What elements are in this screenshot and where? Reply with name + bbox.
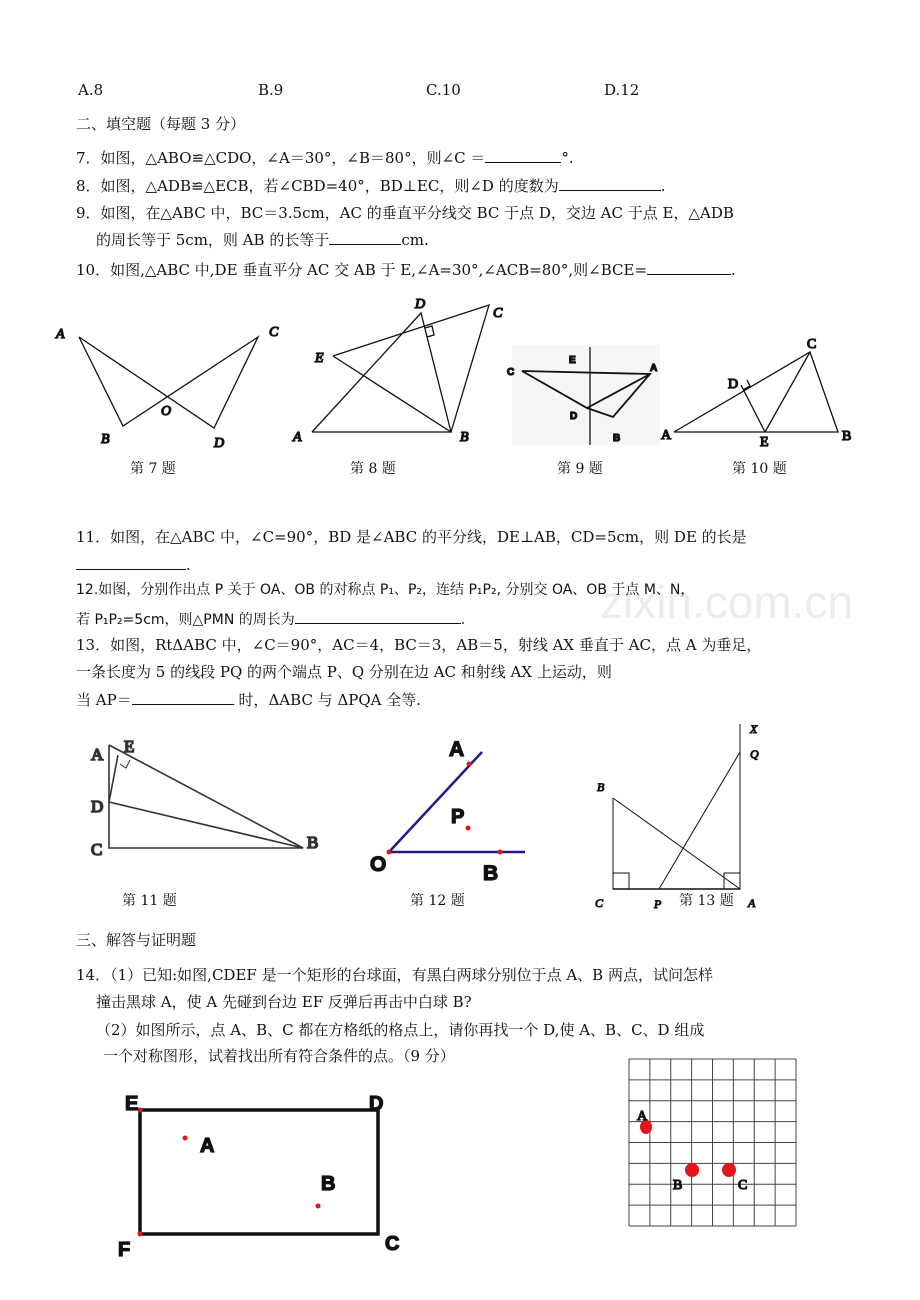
caption-fig12: 第 12 题: [410, 893, 465, 909]
fig10-label-c: C: [807, 337, 817, 352]
ball-b: [316, 1204, 321, 1209]
fig11-line-db: [109, 802, 303, 848]
fig10-label-b: B: [842, 429, 852, 444]
caption-fig11: 第 11 题: [122, 893, 177, 909]
fig7-label-a: A: [56, 327, 65, 342]
fig11-label-e: E: [124, 737, 135, 756]
fig12-label-o: O: [370, 853, 387, 876]
figure-14-billiard-table: [118, 1093, 399, 1261]
question-14-line4: 一个对称图形，试着找出所有符合条件的点。（9 分）: [103, 1047, 455, 1065]
fig11-triangle: [109, 745, 303, 848]
fig13-label-p: P: [654, 897, 662, 911]
q8-suffix: .: [660, 177, 666, 195]
fig10-label-d: D: [728, 377, 739, 392]
choice-b: B.9: [258, 81, 284, 99]
question-13-line2: 一条长度为 5 的线段 PQ 的两个端点 P、Q 分别在边 AC 和射线 AX 上运动，则: [76, 663, 612, 681]
q10-suffix: .: [731, 261, 736, 279]
fig10-label-a: A: [661, 428, 672, 443]
fig12-point-o: [387, 850, 392, 855]
fig11-right-angle-mark: [120, 760, 130, 768]
fig9-label-c: C: [507, 367, 515, 378]
table-rectangle: [140, 1110, 378, 1234]
fig8-label-b: B: [460, 430, 469, 445]
grid-label-b: B: [673, 1178, 683, 1193]
fig11-line-de: [109, 755, 118, 802]
question-13-line1: 13．如图，RtΔABC 中，∠C＝90°，AC＝4，BC＝3，AB＝5，射线 AX 垂直于 AC，点 A 为垂足，: [76, 636, 762, 654]
fig14-label-b: B: [321, 1173, 336, 1195]
fig14-label-f: F: [118, 1239, 131, 1261]
fig9-label-b: B: [613, 433, 621, 444]
corner-f-point: [138, 1232, 143, 1237]
fig14-label-d: D: [369, 1093, 384, 1115]
question-11-line1: 11．如图，在△ABC 中，∠C=90°，BD 是∠ABC 的平分线，DE⊥AB，CD=5cm，则 DE 的长是: [76, 528, 747, 546]
fig11-label-c: C: [91, 840, 103, 859]
question-14-line2: 撞击黑球 A，使 A 先碰到台边 EF 反弹后再击中白球 B?: [96, 993, 472, 1011]
fig7-label-d: D: [214, 436, 225, 451]
fig12-point-p: [466, 826, 471, 831]
watermark: zixin.com.cn: [600, 576, 854, 628]
q12-text: 若 P₁P₂=5cm，则△PMN 的周长为: [76, 612, 295, 628]
fig12-point-a: [467, 762, 472, 767]
grid-label-a: A: [637, 1109, 648, 1124]
grid-label-c: C: [738, 1178, 748, 1193]
fig10-line-ce: [765, 352, 810, 432]
q11-suffix: .: [186, 556, 191, 574]
q8-text: 8．如图，△ADB≌△ECB，若∠CBD=40°，BD⊥EC，则∠D 的度数为: [76, 177, 559, 195]
fig9-label-d: D: [570, 411, 578, 422]
caption-fig8: 第 8 题: [350, 461, 396, 477]
choice-c: C.10: [426, 81, 461, 99]
fig12-ray-oa: [389, 752, 482, 852]
q7-suffix: °.: [561, 149, 574, 167]
fig14-label-a: A: [200, 1135, 215, 1157]
figure-7: [55, 325, 279, 451]
q9-text: 的周长等于 5cm，则 AB 的长等于: [96, 231, 330, 249]
q7-text: 7．如图，△ABO≌△CDO，∠A＝30°，∠B＝80°，则∠C ＝: [76, 149, 486, 167]
caption-fig9: 第 9 题: [557, 461, 603, 477]
figure-8: [292, 297, 503, 445]
fig13-label-q: Q: [750, 747, 759, 761]
figure-12: [370, 738, 525, 885]
question-9-line1: 9．如图，在△ABC 中，BC＝3.5cm，AC 的垂直平分线交 BC 于点 D，交边 AC 于点 E，△ADB: [76, 204, 734, 222]
figure-14-grid-paper: [629, 1059, 796, 1226]
figure-9: [507, 345, 660, 445]
grid-point-c: [722, 1163, 736, 1177]
fig11-label-b: B: [307, 833, 319, 852]
fig10-triangle: [674, 352, 838, 432]
fig12-label-a: A: [449, 738, 465, 761]
q12-suffix: .: [460, 612, 466, 628]
fig10-line-de: [741, 385, 765, 432]
fig12-point-b: [498, 850, 503, 855]
choice-a: A.8: [78, 81, 104, 99]
fig8-label-c: C: [493, 306, 503, 321]
fig7-label-b: B: [101, 432, 110, 447]
fig8-label-a: A: [293, 430, 302, 445]
choice-d: D.12: [604, 81, 640, 99]
fig7-label-o: O: [161, 404, 172, 419]
section-3-heading: 三、解答与证明题: [76, 931, 197, 949]
fig13-label-x: X: [750, 722, 758, 736]
fig8-label-d: D: [415, 297, 426, 312]
fig13-segment-pq: [659, 752, 740, 889]
fig11-label-a: A: [91, 745, 104, 764]
grid-point-b: [685, 1163, 699, 1177]
fig8-triangle-adb: [312, 313, 451, 432]
fig7-label-c: C: [269, 325, 279, 340]
figure-10: [661, 337, 851, 450]
fig13-right-angle-c: [613, 873, 629, 889]
ball-a: [183, 1136, 188, 1141]
fig12-label-b: B: [483, 862, 499, 885]
q9-suffix: cm.: [401, 231, 429, 249]
q13-suffix: 时，ΔABC 与 ΔPQA 全等.: [233, 691, 422, 709]
q10-text: 10．如图,△ABC 中,DE 垂直平分 AC 交 AB 于 E,∠A=30°,∠ACB=80°,则∠BCE=: [76, 261, 648, 279]
q13-text: 当 AP＝: [76, 691, 132, 709]
figure-13: [595, 722, 759, 911]
fig13-right-angle-a: [724, 873, 740, 889]
question-14-line3: （2）如图所示，点 A、B、C 都在方格纸的格点上，请你再找一个 D,使 A、B、C、D 组成: [96, 1021, 705, 1039]
fig10-label-e: E: [760, 435, 769, 450]
fig12-label-p: P: [451, 806, 465, 828]
section-2-heading: 二、填空题（每题 3 分）: [76, 115, 246, 133]
fig14-label-e: E: [125, 1093, 139, 1115]
caption-fig10: 第 10 题: [732, 461, 787, 477]
fig9-background: [512, 345, 660, 445]
fig9-label-a: A: [650, 363, 658, 374]
caption-fig13: 第 13 题: [679, 893, 734, 909]
fig13-side-ab: [613, 798, 740, 889]
fig14-label-c: C: [385, 1233, 400, 1255]
fig9-label-e: E: [569, 355, 576, 366]
fig13-label-b: B: [597, 780, 605, 794]
caption-fig7: 第 7 题: [130, 461, 176, 477]
figure-11: [91, 737, 318, 859]
fig8-label-e: E: [315, 351, 324, 366]
question-14-line1: 14．（1）已知:如图,CDEF 是一个矩形的台球面，有黑白两球分别位于点 A、B 两点，试问怎样: [76, 966, 713, 984]
fig11-label-d: D: [91, 797, 104, 816]
question-12-line1: 12.如图，分别作出点 P 关于 OA、OB 的对称点 P₁、P₂，连结 P₁P₂, 分别交 OA、OB 于点 M、N，: [76, 582, 695, 598]
fig13-label-c: C: [595, 896, 604, 910]
fig13-label-a: A: [748, 896, 756, 910]
